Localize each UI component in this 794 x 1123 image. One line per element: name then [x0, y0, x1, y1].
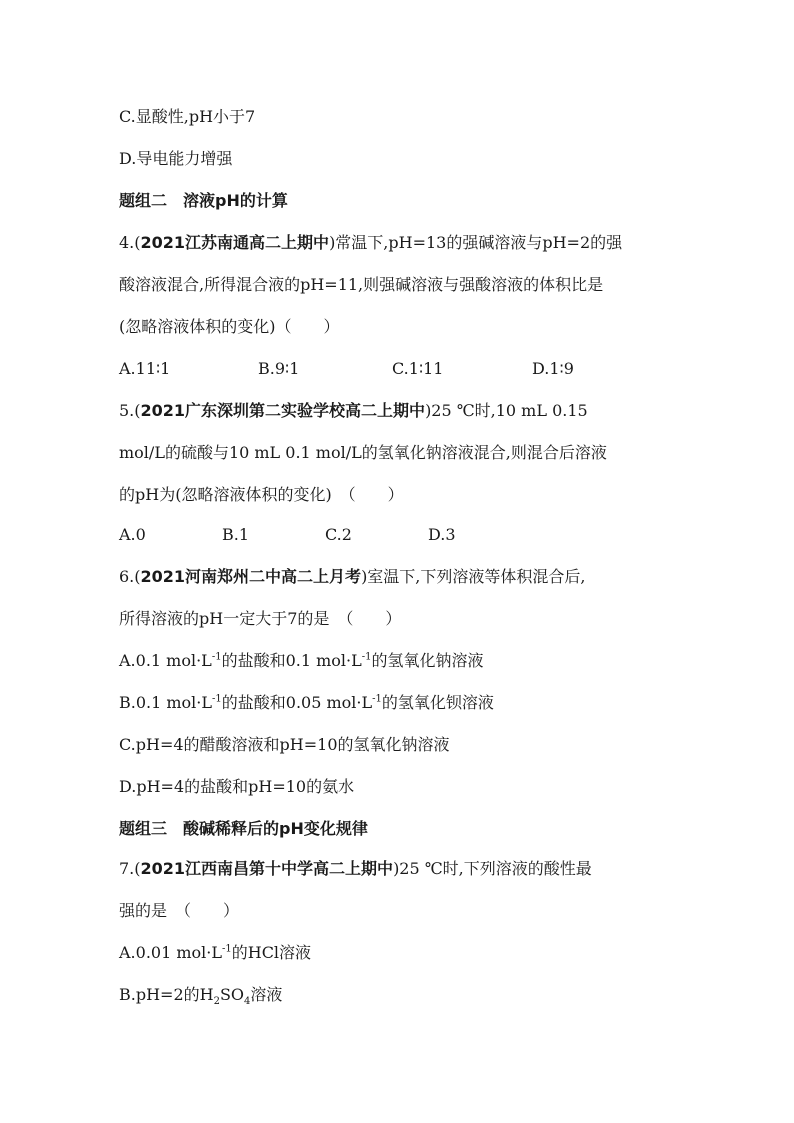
q4-option-b: B.9∶1: [258, 359, 300, 378]
q7-source: 2021江西南昌第十中学高二上期中: [140, 859, 394, 878]
q7-stem-line2: 强的是 （ ）: [119, 901, 240, 920]
q5-option-a: A.0: [119, 525, 146, 544]
section-heading-group3: 题组三 酸碱稀释后的pH变化规律: [119, 819, 368, 838]
section-heading-group2: 题组二 溶液pH的计算: [119, 191, 288, 210]
q6-source: 2021河南郑州二中高二上月考: [140, 567, 362, 586]
q4-option-c: C.1∶11: [392, 359, 444, 378]
q5-stem-line1: 5.(2021广东深圳第二实验学校高二上期中)25 ℃时,10 mL 0.15: [119, 401, 588, 420]
q5-stem-line3: 的pH为(忽略溶液体积的变化) （ ）: [119, 485, 404, 504]
q6-option-b: B.0.1 $mol\cdot L^{-1}$的盐酸和0.05 $mol\cdot L^{-1}$的氢氧化钡溶液: [119, 693, 494, 712]
q5-option-b: B.1: [222, 525, 250, 544]
q6-option-c: C.pH=4的醋酸溶液和pH=10的氢氧化钠溶液: [119, 735, 450, 754]
q7-stem-line1: 7.(2021江西南昌第十中学高二上期中)25 ℃时,下列溶液的酸性最: [119, 859, 592, 878]
q4-stem-line2: 酸溶液混合,所得混合液的pH=11,则强碱溶液与强酸溶液的体积比是: [119, 275, 604, 294]
q4-option-a: A.11∶1: [119, 359, 171, 378]
q5-option-d: D.3: [428, 525, 456, 544]
q6-option-d: D.pH=4的盐酸和pH=10的氨水: [119, 777, 355, 796]
q6-stem-line1: 6.(2021河南郑州二中高二上月考)室温下,下列溶液等体积混合后,: [119, 567, 586, 586]
q7-option-a: A.0.01 $mol\cdot L^{-1}$的HCl溶液: [119, 943, 312, 962]
q7-option-b: B.pH=2的$H_2SO_4$溶液: [119, 985, 283, 1008]
q4-stem-line3: (忽略溶液体积的变化)（ ）: [119, 317, 340, 336]
q4-source: 2021江苏南通高二上期中: [140, 233, 330, 252]
q4-stem-line1: 4.(2021江苏南通高二上期中)常温下,pH=13的强碱溶液与pH=2的强: [119, 233, 623, 252]
q3-option-d: D.导电能力增强: [119, 149, 233, 168]
q5-option-c: C.2: [325, 525, 352, 544]
q6-stem-line2: 所得溶液的pH一定大于7的是 （ ）: [119, 609, 402, 628]
q3-option-c: C.显酸性,pH小于7: [119, 107, 256, 126]
q5-stem-line2: mol/L的硫酸与10 mL 0.1 mol/L的氢氧化钠溶液混合,则混合后溶液: [119, 443, 607, 462]
q4-option-d: D.1∶9: [532, 359, 574, 378]
q5-source: 2021广东深圳第二实验学校高二上期中: [140, 401, 426, 420]
q6-option-a: A.0.1 $mol\cdot L^{-1}$的盐酸和0.1 $mol\cdot L^{-1}$的氢氧化钠溶液: [119, 651, 484, 670]
